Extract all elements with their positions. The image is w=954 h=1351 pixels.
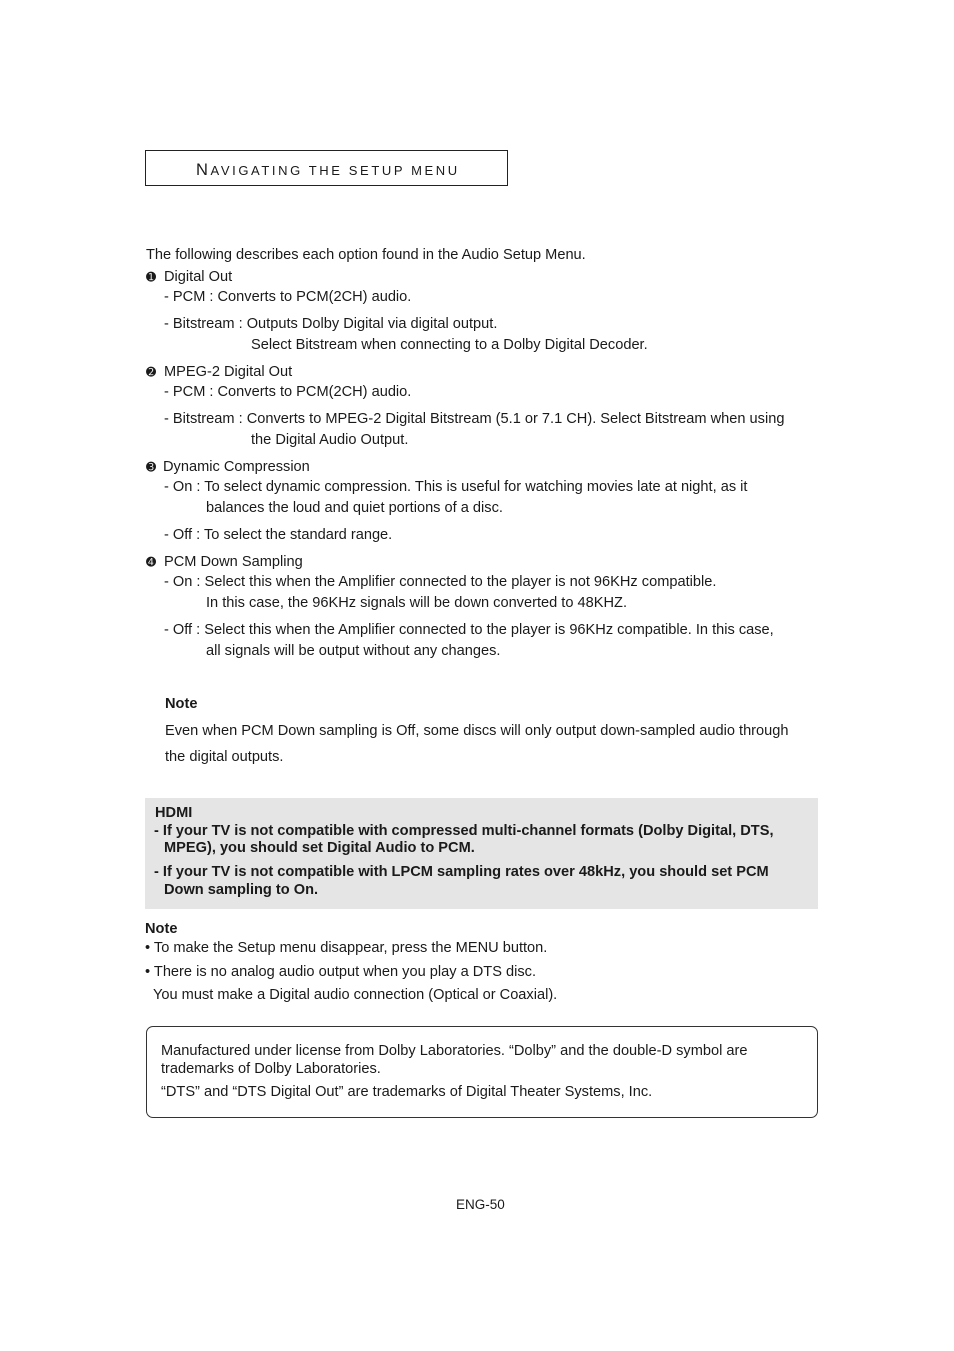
section-title-initial: N xyxy=(196,161,211,179)
hdmi-callout xyxy=(145,798,818,909)
number-1-icon: ➊ xyxy=(146,270,157,284)
option-line: - On : Select this when the Amplifier connected to the player is not 96KHz compatible. xyxy=(164,574,717,590)
option-line-continued: In this case, the 96KHz signals will be down converted to 48KHZ. xyxy=(206,595,628,611)
section-heading xyxy=(146,458,310,476)
note-heading: Note xyxy=(145,921,178,937)
section-heading-label: PCM Down Sampling xyxy=(164,554,303,570)
option-line-continued: balances the loud and quiet portions of a disc. xyxy=(206,500,503,516)
section-heading xyxy=(146,268,232,286)
section-title-box xyxy=(145,150,508,186)
section-heading-label: Digital Out xyxy=(164,269,233,285)
option-line-continued: the Digital Audio Output. xyxy=(251,432,409,448)
intro-text: The following describes each option found in the Audio Setup Menu. xyxy=(146,247,586,263)
option-line: - Bitstream : Outputs Dolby Digital via digital output. xyxy=(164,316,498,332)
option-line: - Bitstream : Converts to MPEG-2 Digital Bitstream (5.1 or 7.1 CH). Select Bitstream when using xyxy=(164,411,785,427)
page-number: ENG-50 xyxy=(456,1197,505,1212)
hdmi-item: - If your TV is not compatible with compressed multi-channel formats (Dolby Digital, DTS, xyxy=(154,823,774,839)
number-2-icon: ➋ xyxy=(146,365,157,379)
section-heading xyxy=(146,553,303,571)
option-line-continued: Select Bitstream when connecting to a Dolby Digital Decoder. xyxy=(251,337,648,353)
section-heading-label: Dynamic Compression xyxy=(163,459,310,475)
option-line: - Off : To select the standard range. xyxy=(164,527,393,543)
note-bullet: • There is no analog audio output when you play a DTS disc. xyxy=(145,964,537,980)
option-line: - PCM : Converts to PCM(2CH) audio. xyxy=(164,384,412,400)
number-4-icon: ➍ xyxy=(146,555,157,569)
note-text: Even when PCM Down sampling is Off, some discs will only output down-sampled audio through xyxy=(165,723,789,739)
hdmi-item-continued: MPEG), you should set Digital Audio to PCM. xyxy=(164,840,475,856)
note-text: the digital outputs. xyxy=(165,749,284,765)
note-heading: Note xyxy=(165,696,198,712)
section-title xyxy=(196,161,460,180)
section-heading xyxy=(146,363,292,381)
trademark-notice xyxy=(146,1026,818,1118)
number-3-icon: ➌ xyxy=(146,460,157,474)
trademark-text: “DTS” and “DTS Digital Out” are trademarks of Digital Theater Systems, Inc. xyxy=(161,1084,653,1100)
option-line-continued: all signals will be output without any changes. xyxy=(206,643,501,659)
trademark-text: trademarks of Dolby Laboratories. xyxy=(161,1061,381,1077)
option-line: - PCM : Converts to PCM(2CH) audio. xyxy=(164,289,412,305)
section-heading-label: MPEG-2 Digital Out xyxy=(164,364,293,380)
note-bullet-continued: You must make a Digital audio connection (Optical or Coaxial). xyxy=(153,987,558,1003)
hdmi-item-continued: Down sampling to On. xyxy=(164,882,319,898)
hdmi-heading: HDMI xyxy=(155,805,193,821)
note-bullet: • To make the Setup menu disappear, press the MENU button. xyxy=(145,940,548,956)
option-line: - On : To select dynamic compression. This is useful for watching movies late at night, as it xyxy=(164,479,748,495)
option-line: - Off : Select this when the Amplifier connected to the player is 96KHz compatible. In this case, xyxy=(164,622,774,638)
hdmi-item: - If your TV is not compatible with LPCM sampling rates over 48kHz, you should set PCM xyxy=(154,864,769,880)
section-title-rest: AVIGATING THE SETUP MENU xyxy=(210,163,460,178)
trademark-text: Manufactured under license from Dolby Laboratories. “Dolby” and the double-D symbol are xyxy=(161,1043,748,1059)
